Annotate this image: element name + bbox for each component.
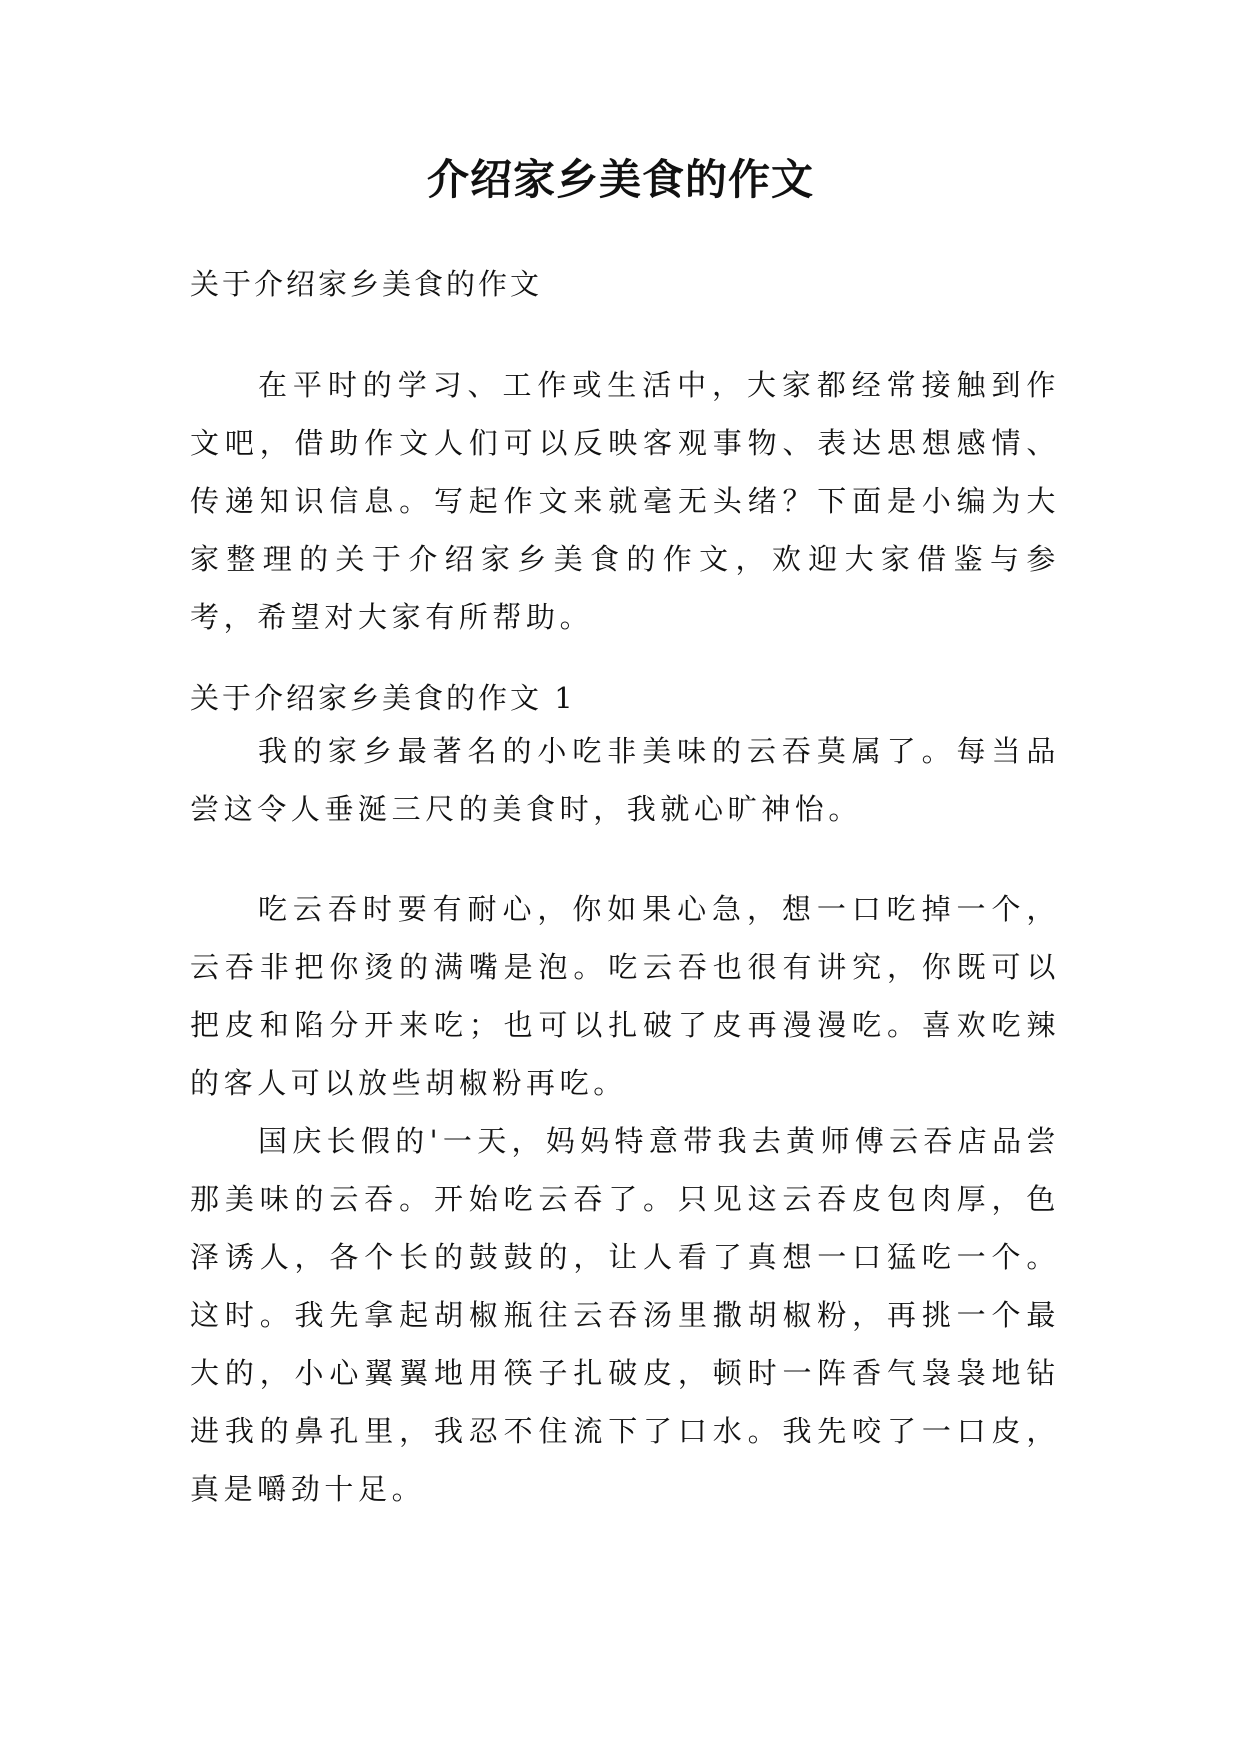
intro-paragraph: 在平时的学习、工作或生活中，大家都经常接触到作文吧，借助作文人们可以反映客观事物、表达思想感情、传递知识信息。写起作文来就毫无头绪？下面是小编为大家整理的关于介绍家乡美食的作文，欢迎大家借鉴与参考，希望对大家有所帮助。 [190,368,1060,634]
body-paragraph: 吃云吞时要有耐心，你如果心急，想一口吃掉一个，云吞非把你烫的满嘴是泡。吃云吞也很有讲究，你既可以把皮和陷分开来吃；也可以扎破了皮再漫漫吃。喜欢吃辣的客人可以放些胡椒粉再吃。 [190,892,1060,1100]
section-heading: 关于介绍家乡美食的作文 1 [190,681,576,715]
document-subtitle: 关于介绍家乡美食的作文 [190,267,543,301]
document-title: 介绍家乡美食的作文 [426,155,814,204]
body-paragraph: 我的家乡最著名的小吃非美味的云吞莫属了。每当品尝这令人垂涎三尺的美食时，我就心旷神怡。 [190,734,1060,826]
body-paragraph: 国庆长假的'一天，妈妈特意带我去黄师傅云吞店品尝那美味的云吞。开始吃云吞了。只见这云吞皮包肉厚，色泽诱人，各个长的鼓鼓的，让人看了真想一口猛吃一个。这时。我先拿起胡椒瓶往云吞汤里撒胡椒粉，再挑一个最大的，小心翼翼地用筷子扎破皮，顿时一阵香气袅袅地钻进我的鼻孔里，我忍不住流下了口水。我先咬了一口皮，真是嚼劲十足。 [190,1124,1060,1506]
